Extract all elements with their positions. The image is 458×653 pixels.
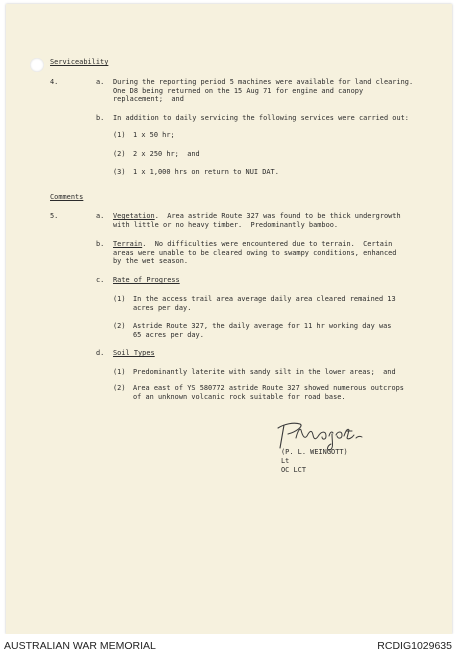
para-5c-title: Rate of Progress (113, 276, 180, 284)
heading-comments: Comments (50, 193, 84, 201)
para-4b-item-1-text: 1 x 50 hr; (133, 131, 175, 139)
handwritten-signature (274, 418, 366, 452)
para-5a-line-2: with little or no heavy timber. Predominantly bamboo. (113, 220, 339, 229)
para-5d-item-1-num: (1) (113, 368, 126, 376)
para-4b-letter: b. (96, 114, 105, 122)
para-5d-item-2-line-2: of an unknown volcanic rock suitable for road base. (133, 392, 346, 401)
para-4a-line-1: During the reporting period 5 machines were available for land clearing. (113, 78, 414, 86)
para-4b-item-3-text: 1 x 1,000 hrs on return to NUI DAT. (133, 168, 279, 176)
para-5d-title: Soil Types (113, 349, 155, 357)
para-5d-item-1-line-1: Predominantly laterite with sandy silt in the lower areas; and (133, 368, 396, 376)
para-5c-item-2-num: (2) (113, 322, 126, 330)
para-4b-line: In addition to daily servicing the following services were carried out: (113, 114, 409, 122)
para-4a-line-3: replacement; and (113, 95, 184, 103)
para-5a-letter: a. (96, 212, 105, 220)
para-5b-line-3: by the wet season. (113, 257, 189, 265)
para-5c-item-2-line-2: 65 acres per day. (133, 330, 204, 339)
para-5c-letter: c. (96, 276, 105, 284)
para-4a-letter: a. (96, 78, 105, 86)
para-4b-item-2-num: (2) (113, 150, 126, 158)
para-5a-line-1 (113, 212, 401, 220)
para-5b-line-1 (113, 240, 392, 248)
para-4b-item-1-num: (1) (113, 131, 126, 139)
para-5b-line-2: areas were unable to be cleared owing to swampy conditions, enhanced (113, 248, 397, 257)
signatory-title: OC LCT (281, 466, 307, 474)
para-5d-item-2-line-1: Area east of YS 580772 astride Route 327 showed numerous outcrops (133, 384, 404, 392)
para-4b-item-3-num: (3) (113, 168, 126, 176)
archive-footer (0, 634, 458, 653)
para-5b-title: Terrain (113, 240, 143, 248)
para-4b-item-2-text: 2 x 250 hr; and (133, 150, 200, 158)
document-page (6, 4, 452, 634)
para-5b-rest: . No difficulties were encountered due to terrain. Certain (142, 240, 393, 248)
para-5c-item-1-line-1: In the access trail area average daily area cleared remained 13 (133, 295, 396, 303)
para-5b-letter: b. (96, 240, 105, 248)
heading-serviceability: Serviceability (50, 58, 109, 66)
para-4-number: 4. (50, 78, 59, 86)
para-5a-title: Vegetation (113, 212, 155, 220)
punch-hole (30, 58, 44, 72)
para-5c-item-1-num: (1) (113, 295, 126, 303)
signatory-rank: Lt (281, 457, 290, 465)
para-5c-item-2-line-1: Astride Route 327, the daily average for 11 hr working day was (133, 322, 392, 330)
para-5c-item-1-line-2: acres per day. (133, 303, 192, 312)
signatory-name: (P. L. WEINGOTT) (281, 448, 348, 456)
footer-institution: AUSTRALIAN WAR MEMORIAL (4, 640, 156, 652)
para-5d-letter: d. (96, 349, 105, 357)
para-5d-item-2-num: (2) (113, 384, 126, 392)
para-5a-rest: . Area astride Route 327 was found to be thick undergrowth (154, 212, 401, 220)
para-4a-line-2: One D8 being returned on the 15 Aug 71 for engine and canopy (113, 86, 364, 95)
footer-record-id: RCDIG1029635 (377, 640, 452, 652)
para-5-number: 5. (50, 212, 59, 220)
